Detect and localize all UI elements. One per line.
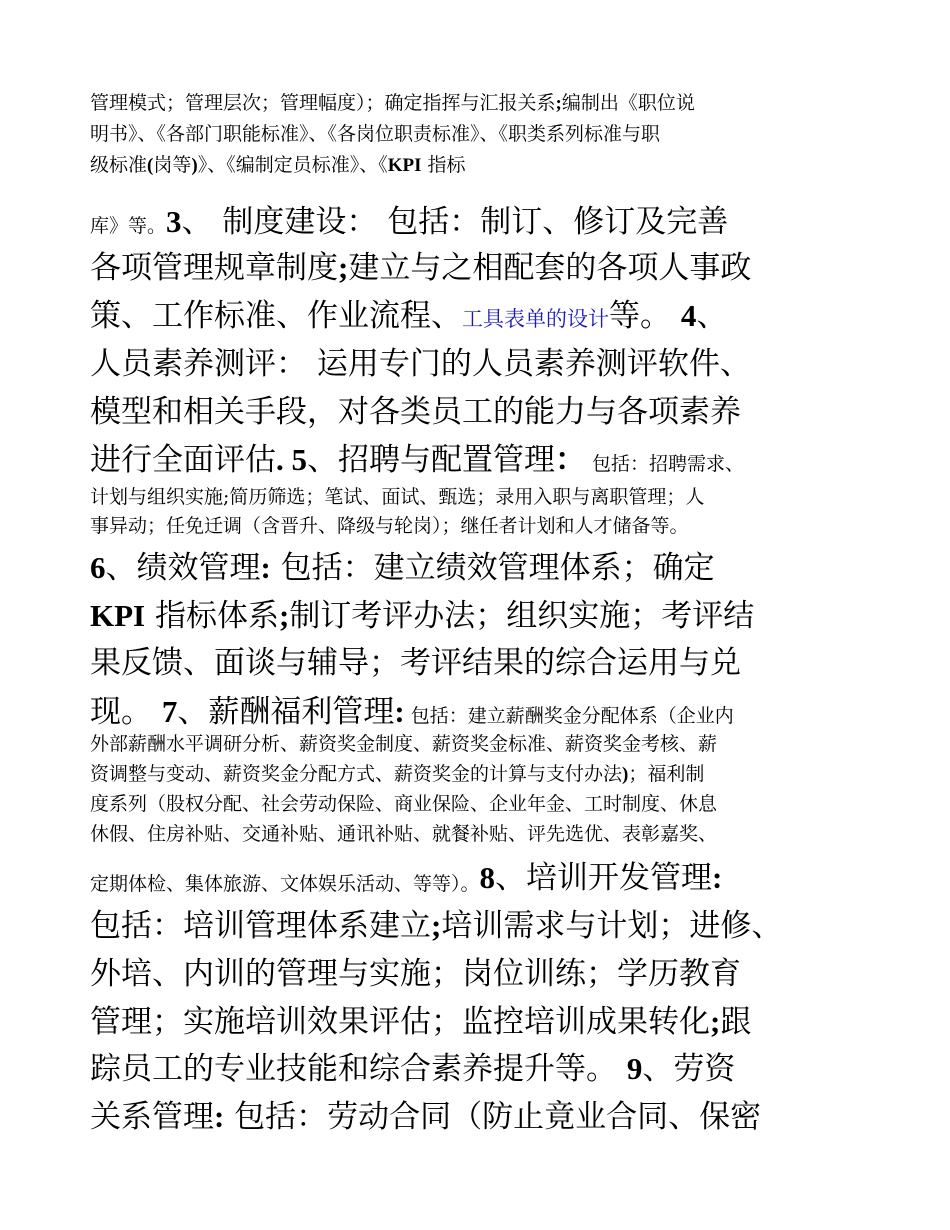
tool-form-design-link[interactable]: 工具表单的设计	[462, 307, 609, 331]
text-line-9	[90, 434, 744, 479]
text: 事异动；任免迁调（含晋升、降级与轮岗）；继任者计划和人才储备等。	[90, 515, 689, 537]
text: 包括：劳动合同（防止竟业合同、保密	[224, 1099, 762, 1135]
text-line-12	[90, 542, 715, 587]
text: 包括：建立绩效管理体系；确定	[270, 550, 715, 586]
text: 、绩效管理	[105, 550, 261, 586]
text: 进行全面评估	[90, 442, 276, 478]
text-line-13	[90, 590, 754, 635]
text-line-7	[90, 338, 751, 383]
text: ；福利制	[628, 763, 705, 785]
text-line-4	[90, 196, 728, 241]
text: 包括：招聘需求、	[586, 453, 745, 475]
text: 培训需求与计划；进修、	[441, 908, 783, 944]
text-line-10	[90, 482, 704, 509]
text: 外培、内训的管理与实施；岗位训练；学历教育	[90, 956, 741, 992]
text-line-22	[90, 948, 741, 993]
text: 关系管理	[90, 1099, 214, 1135]
text: 指标	[421, 154, 466, 176]
text-line-5	[90, 242, 751, 287]
text: ;	[431, 908, 442, 943]
text-line-1	[90, 88, 695, 115]
text: (	[147, 155, 154, 176]
text-line-17	[90, 759, 704, 786]
text: 度系列（股权分配、社会劳动保险、商业保险、企业年金、工时制度、休息	[90, 793, 718, 815]
text: . 5	[276, 442, 307, 477]
text: 模型和相关手段，对各类员工的能力与各项素养	[90, 394, 741, 430]
text: ;	[555, 93, 562, 114]
text-line-21	[90, 900, 782, 945]
text-line-15	[90, 686, 734, 731]
text: KPI	[387, 155, 422, 176]
text: 等。	[609, 298, 681, 334]
text: 、劳资	[642, 1051, 736, 1087]
text: 人员素养测评： 运用专门的人员素养测评软件、	[90, 346, 751, 382]
text: 管理模式；管理层次；管理幅度）；确定指挥与汇报关系	[90, 92, 556, 114]
text: 各项管理规章制度	[90, 250, 338, 286]
text: :	[394, 694, 405, 729]
text: :	[214, 1099, 225, 1134]
text: ;	[338, 250, 349, 285]
text: 》、《编制定员标准》、《	[197, 154, 388, 176]
text-line-24	[90, 1043, 735, 1088]
text: :	[260, 550, 271, 585]
text: )	[622, 764, 629, 785]
text: 现。	[90, 694, 162, 730]
text-line-6	[90, 290, 727, 335]
text: 3	[166, 204, 182, 239]
text: 编制出《职位说	[561, 92, 695, 114]
text: 跟	[720, 1004, 752, 1040]
text: 库》等。	[90, 215, 167, 237]
text: 、培训开发管理	[495, 860, 713, 896]
text-line-20	[90, 852, 722, 897]
text: 9	[626, 1051, 643, 1086]
text: 管理；实施培训效果评估；监控培训成果转化	[90, 1004, 710, 1040]
text-line-11	[90, 511, 689, 538]
text: 踪员工的专业技能和综合素养提升等。	[90, 1051, 627, 1087]
text: 8	[479, 860, 496, 895]
text: 定期体检、集体旅游、文体娱乐活动、等等）。	[90, 873, 480, 895]
text: 级标准	[90, 154, 148, 176]
text: 7	[161, 694, 178, 729]
text: 建立与之相配套的各项人事政	[348, 250, 752, 286]
text: 策、工作标准、作业流程、	[90, 298, 462, 334]
text-line-14	[90, 637, 741, 682]
text: 休假、住房补贴、交通补贴、通讯补贴、就餐补贴、评先选优、表彰嘉奖、	[90, 823, 718, 845]
text-line-3	[90, 150, 466, 177]
text: 、薪酬福利管理	[177, 694, 395, 730]
text: 、招聘与配置管理	[307, 442, 555, 478]
text: 4	[680, 298, 697, 333]
text: KPI	[90, 598, 146, 633]
text: ;	[710, 1004, 721, 1039]
text: 6	[90, 550, 106, 585]
text-line-18	[90, 789, 717, 816]
text: 、	[696, 298, 728, 334]
text: 资调整与变动、薪资奖金分配方式、薪资奖金的计算与支付办法	[90, 763, 623, 785]
text: ;	[278, 598, 290, 633]
text: 、 制度建设： 包括：制订、修订及完善	[181, 204, 729, 240]
text: 岗等	[153, 154, 192, 176]
text: 计划与组织实施;简历筛选；笔试、面试、甄选；录用入职与离职管理；人	[90, 486, 705, 508]
text: 包括：建立薪酬奖金分配体系（企业内	[404, 705, 734, 727]
text: 指标体系	[145, 598, 279, 634]
text-line-8	[90, 386, 741, 431]
text-line-25	[90, 1091, 761, 1136]
text: 制订考评办法；组织实施；考评结	[289, 598, 755, 634]
text: :	[712, 860, 723, 895]
text-line-16	[90, 729, 717, 756]
text: 明书》、《各部门职能标准》、《各岗位职责标准》、《职类系列标准与职	[90, 123, 661, 145]
text-line-2	[90, 119, 660, 146]
text: 外部薪酬水平调研分析、薪资奖金制度、薪资奖金标准、薪资奖金考核、薪	[90, 733, 718, 755]
text: )	[191, 155, 198, 176]
text-line-23	[90, 996, 751, 1041]
text-line-19	[90, 819, 717, 846]
text: ：	[555, 442, 586, 477]
text: 果反馈、面谈与辅导；考评结果的综合运用与兑	[90, 645, 741, 681]
text: 包括：培训管理体系建立	[90, 908, 431, 944]
